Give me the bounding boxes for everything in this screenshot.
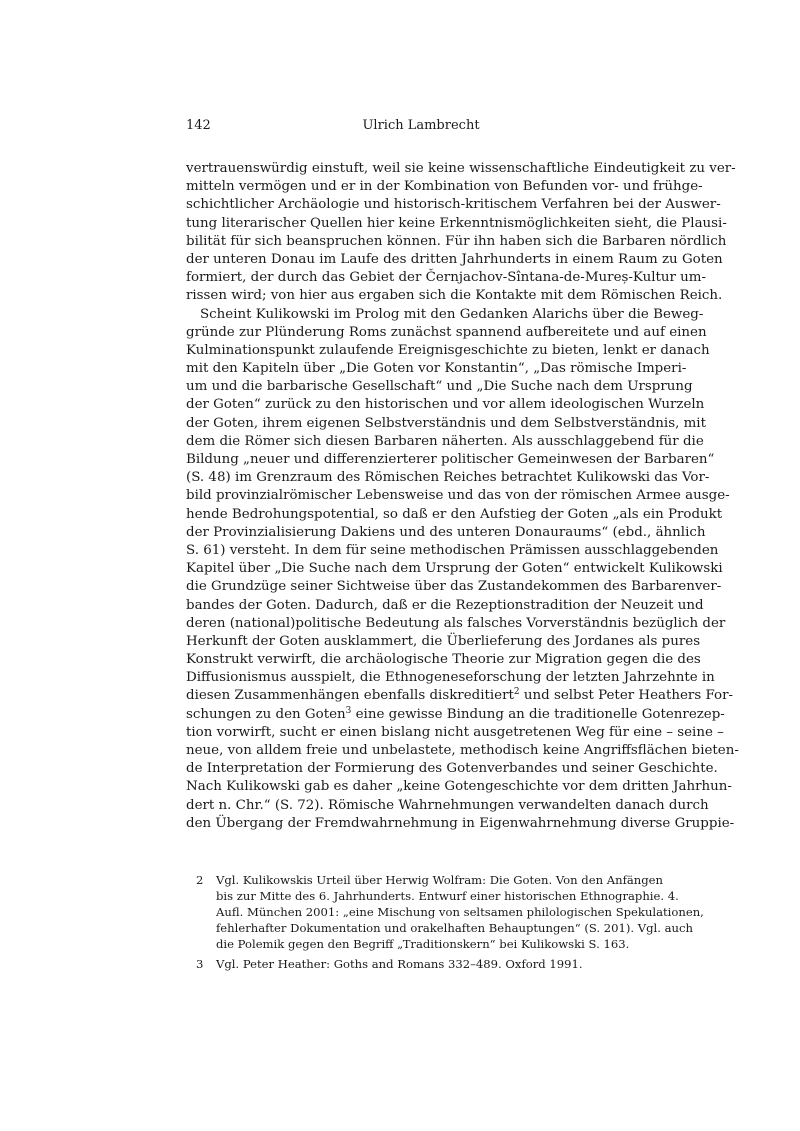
text-line: bandes der Goten. Dadurch, daß er die Rezeptionstradition der Neuzeit und (186, 597, 704, 613)
footnote-text (216, 872, 704, 952)
text-line: den Übergang der Fremdwahrnehmung in Eigenwahrnehmung diverse Gruppie- (186, 815, 735, 831)
footnote-line: Vgl. Peter Heather: Goths and Romans 332–489. Oxford 1991. (216, 956, 583, 971)
text-line: Diffusionismus ausspielt, die Ethnogeneseforschung der letzten Jahrzehnte in (186, 670, 715, 686)
text-line: der unteren Donau im Laufe des dritten Jahrhunderts in einem Raum zu Goten (186, 251, 723, 267)
footnote-2 (186, 872, 704, 952)
text-line: mit den Kapiteln über „Die Goten vor Konstantin“, „Das römische Imperi- (186, 361, 687, 377)
text-line: neue, von alldem freie und unbelastete, methodisch keine Angriffsflächen bieten- (186, 743, 739, 758)
text-line: tion vorwirft, sucht er einen bislang nicht ausgetretenen Weg für eine – seine – (186, 724, 724, 740)
text-line: um und die barbarische Gesellschaft“ und „Die Suche nach dem Ursprung (186, 379, 693, 395)
footnote-text (216, 956, 656, 972)
text-line: dem die Römer sich diesen Barbaren näherten. Als ausschlaggebend für die (186, 433, 704, 449)
footnote-number: 3 (196, 956, 204, 971)
text-line: schichtlicher Archäologie und historisch-kritischem Verfahren bei der Auswer- (186, 197, 721, 213)
text-segment: und selbst Peter Heathers For- (519, 688, 733, 704)
text-line: bild provinzialrömischer Lebensweise und das von der römischen Armee ausge- (186, 488, 730, 504)
text-line: Kulminationspunkt zulaufende Ereignisgeschichte zu bieten, lenkt er danach (186, 342, 710, 358)
text-line: hende Bedrohungspotential, so daß er den Aufstieg der Goten „als ein Produkt (186, 506, 723, 522)
page-number: 142 (186, 118, 211, 133)
text-line: die Grundzüge seiner Sichtweise über das Zustandekommen des Barbarenver- (186, 579, 722, 595)
footnote-line: Aufl. München 2001: „eine Mischung von seltsamen philologischen Spekulationen, (216, 904, 704, 919)
text-line: der Goten, ihrem eigenen Selbstverständnis und dem Selbstverständnis, mit (186, 415, 706, 431)
text-line: (S. 48) im Grenzraum des Römischen Reiches betrachtet Kulikowski das Vor- (186, 470, 710, 486)
footnote-line: Vgl. Kulikowskis Urteil über Herwig Wolfram: Die Goten. Von den Anfängen (216, 872, 664, 887)
text-line: S. 61) versteht. In dem für seine methodischen Prämissen ausschlaggebenden (186, 542, 719, 558)
footnote-3 (186, 956, 656, 972)
main-text (186, 160, 739, 833)
text-line: dert n. Chr.“ (S. 72). Römische Wahrnehmungen verwandelten danach durch (186, 797, 709, 813)
paragraph-2 (186, 306, 739, 833)
text-segment: diesen Zusammenhängen ebenfalls diskreditiert (186, 688, 514, 704)
text-line: Konstrukt verwirft, die archäologische Theorie zur Migration gegen die des (186, 652, 701, 668)
footnotes (186, 872, 704, 972)
footnote-number: 2 (196, 872, 204, 887)
text-line: formiert, der durch das Gebiet der Černjachov-Sîntana-de-Mureș-Kultur um- (186, 270, 707, 286)
text-line: der Goten“ zurück zu den historischen und vor allem ideologischen Wurzeln (186, 397, 705, 413)
text-line: der Provinzialisierung Dakiens und des unteren Donauraums“ (ebd., ähnlich (186, 524, 706, 540)
text-line: Nach Kulikowski gab es daher „keine Gotengeschichte vor dem dritten Jahrhun- (186, 779, 732, 795)
footnote-line: fehlerhafter Dokumentation und orakelhaften Behauptungen“ (S. 201). Vgl. auch (216, 920, 693, 935)
footnote-ref-3[interactable]: 3 (345, 705, 352, 716)
running-header (186, 118, 656, 138)
footnote-line: bis zur Mitte des 6. Jahrhunderts. Entwurf einer historischen Ethnographie. 4. (216, 888, 679, 903)
text-line: Herkunft der Goten ausklammert, die Überlieferung des Jordanes als pures (186, 633, 701, 649)
text-line: Kapitel über „Die Suche nach dem Ursprung der Goten“ entwickelt Kulikowski (186, 561, 723, 577)
text-line: gründe zur Plünderung Roms zunächst spannend aufbereitete und auf einen (186, 324, 707, 340)
footnote-line: die Polemik gegen den Begriff „Traditionskern“ bei Kulikowski S. 163. (216, 936, 630, 951)
text-line: mitteln vermögen und er in der Kombination von Befunden vor- und frühge- (186, 179, 703, 195)
text-line: bilität für sich beanspruchen können. Für ihn haben sich die Barbaren nördlich (186, 233, 727, 249)
paragraph-1 (186, 160, 736, 306)
text-line: de Interpretation der Formierung des Gotenverbandes und seiner Geschichte. (186, 761, 718, 777)
running-header-author: Ulrich Lambrecht (362, 118, 480, 133)
text-line-footnote-3 (186, 705, 725, 724)
text-line: deren (national)politische Bedeutung als falsches Vorverständnis bezüglich der (186, 615, 726, 631)
page (186, 118, 739, 976)
text-line: Scheint Kulikowski im Prolog mit den Gedanken Alarichs über die Beweg- (200, 306, 704, 322)
text-line: Bildung „neuer und differenzierterer politischer Gemeinwesen der Barbaren“ (186, 452, 715, 467)
text-segment: eine gewisse Bindung an die traditionelle Gotenrezep- (351, 706, 725, 722)
text-line: vertrauenswürdig einstuft, weil sie keine wissenschaftliche Eindeutigkeit zu ver- (186, 161, 736, 176)
text-line: rissen wird; von hier aus ergaben sich die Kontakte mit dem Römischen Reich. (186, 288, 723, 304)
text-line: tung literarischer Quellen hier keine Erkenntnismöglichkeiten sieht, die Plausi- (186, 215, 727, 231)
footnote-ref-2[interactable]: 2 (513, 687, 520, 698)
text-segment: schungen zu den Goten (186, 706, 346, 722)
text-line-footnote-2 (186, 687, 733, 705)
